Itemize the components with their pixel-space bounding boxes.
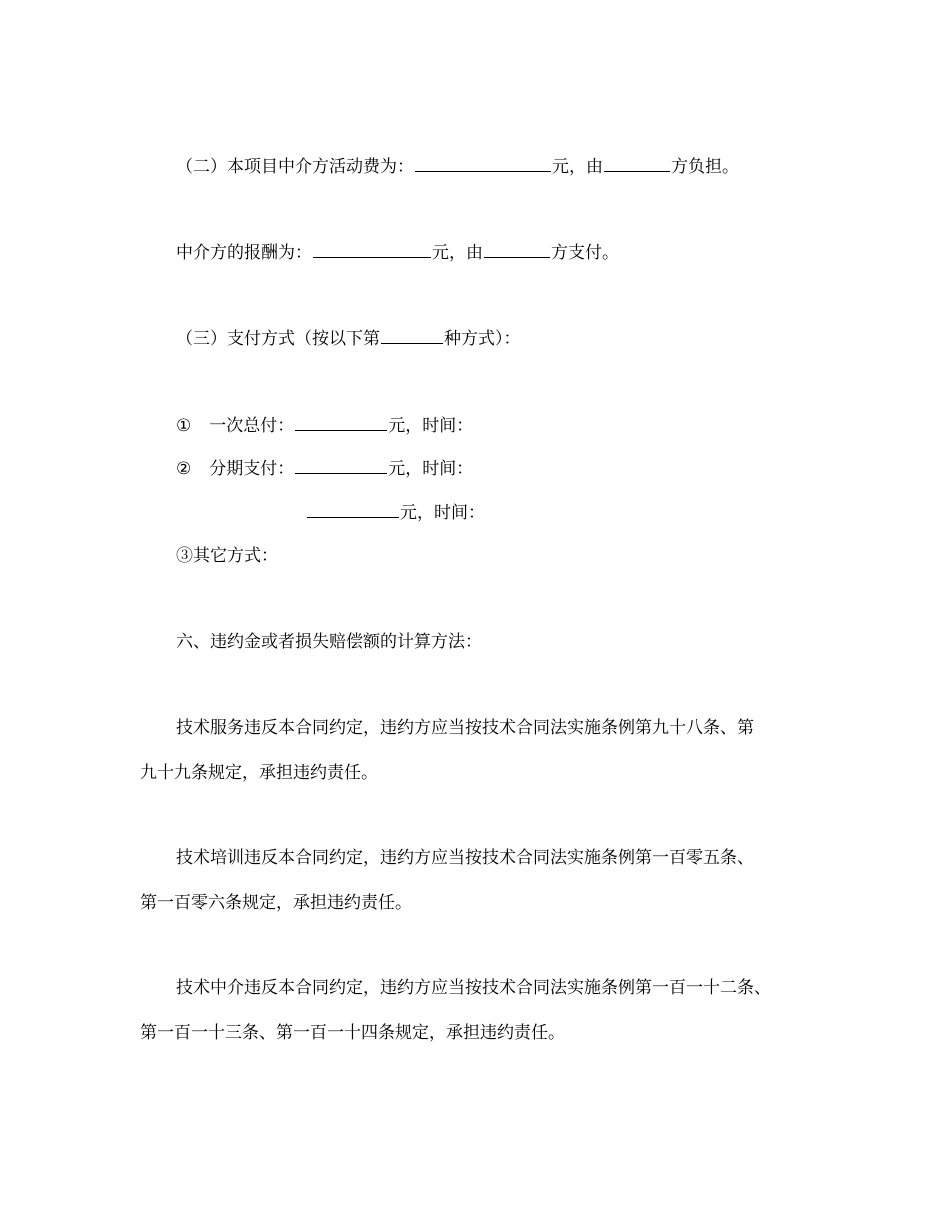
fee-amount-blank [415,155,551,172]
remuneration-party-blank [484,241,550,258]
option2-unit: 元，时间： [388,459,474,479]
payment-option-3 [176,545,278,567]
option2-label: 分期支付： [209,459,295,479]
para1-line1 [176,717,754,739]
option3-label: ③其它方式： [176,546,278,566]
remuneration-suffix: 方支付。 [551,243,619,263]
para1-line2 [140,762,378,784]
fee-party-blank [604,155,670,172]
payment-option-2 [176,457,473,480]
para1-line2-text: 九十九条规定，承担违约责任。 [140,763,378,783]
section-six-heading-text: 六、违约金或者损失赔偿额的计算方法： [176,632,482,652]
para2-line1 [176,847,754,869]
section-three-suffix: 种方式）： [444,329,521,349]
para3-line2-text: 第一百一十三条、第一百一十四条规定，承担违约责任。 [140,1023,565,1043]
option2-marker: ② [176,459,192,479]
remuneration-line [176,241,619,264]
section-two-line [176,155,739,178]
para1-line1-text: 技术服务违反本合同约定，违约方应当按技术合同法实施条例第九十八条、第 [176,718,754,738]
option2b-amount-blank [307,501,399,518]
option1-amount-blank [295,414,387,431]
option2b-unit: 元，时间： [400,503,485,523]
para3-line2 [140,1022,565,1044]
section-two-suffix: 方负担。 [671,157,739,177]
para3-line1 [176,977,771,999]
remuneration-unit: 元，由 [432,243,483,263]
option1-unit: 元，时间： [388,416,474,436]
para3-line1-text: 技术中介违反本合同约定，违约方应当按技术合同法实施条例第一百一十二条、 [176,978,771,998]
payment-method-blank [381,327,443,344]
payment-option-2b [306,501,485,524]
section-two-unit: 元，由 [552,157,603,177]
option2-amount-blank [295,457,387,474]
remuneration-prefix: 中介方的报酬为： [176,243,312,263]
section-six-heading [176,631,482,653]
option1-label: 一次总付： [209,416,295,436]
para2-line2-text: 第一百零六条规定，承担违约责任。 [140,893,412,913]
para2-line1-text: 技术培训违反本合同约定，违约方应当按技术合同法实施条例第一百零五条、 [176,848,754,868]
section-three-prefix: （三）支付方式（按以下第 [176,329,380,349]
para2-line2 [140,892,412,914]
section-three-line [176,327,521,350]
remuneration-amount-blank [313,241,431,258]
option1-marker: ① [176,416,192,436]
section-two-prefix: （二）本项目中介方活动费为： [176,157,414,177]
payment-option-1 [176,414,473,437]
